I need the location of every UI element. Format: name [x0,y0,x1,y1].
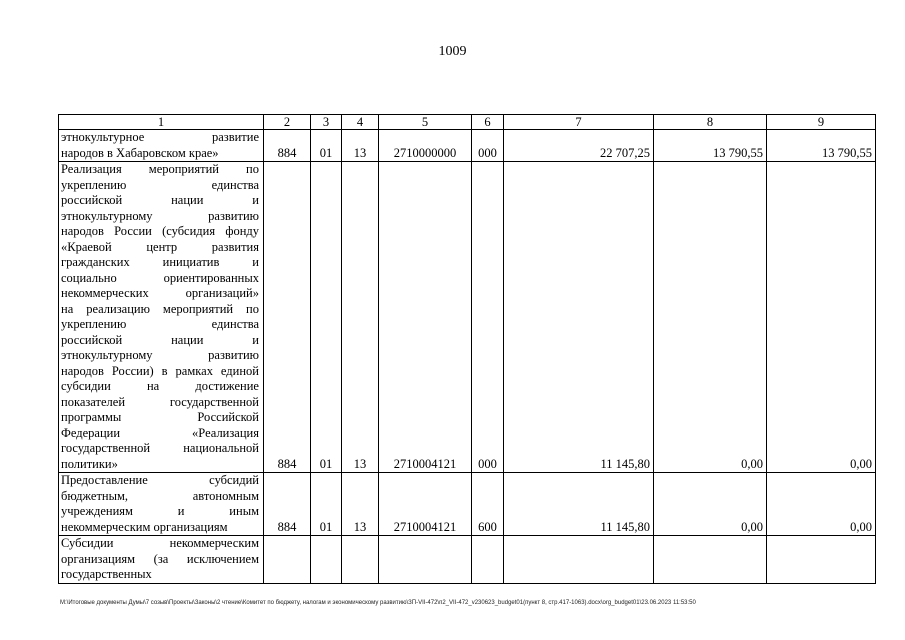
description-line: учреждениям и иным [61,504,259,518]
description-line: организациям (за исключением [61,551,259,566]
description-line: политики» [61,456,118,471]
code-admin [264,536,311,584]
description-line: этнокультурному развитию [61,348,259,362]
description-line: укреплению единства [61,177,259,192]
column-header: 1 [59,115,264,130]
column-header: 9 [767,115,876,130]
document-footer-path: M:\Итоговые документы Думы\7 созыв\Проекты\Законы\2 чтение\Комитет по бюджету, налогам и экономическому развитию\ЗП-VII-472\п2_VII-472_v230623_budget01(пункт 8, стр.417-1063).docx\org_budget01\23.06.2023 11:53:50 [60,600,696,606]
code-expense-type: 600 [472,473,504,536]
amount-col8 [654,536,767,584]
description-line: бюджетным, автономным [61,488,259,503]
table-row [59,162,876,473]
description-line: Федерации «Реализация [61,425,259,440]
description-line: субсидии на достижение [61,379,259,393]
row-description [59,162,264,473]
row-description [59,130,264,162]
code-admin: 884 [264,162,311,473]
row-description [59,536,264,584]
amount-col7 [504,536,654,584]
table-header-row [59,115,876,130]
code-subsection: 13 [342,130,379,162]
description-line: Субсидии некоммерческим [61,536,259,550]
table-row [59,473,876,536]
amount-col8: 13 790,55 [654,130,767,162]
code-expense-type: 000 [472,130,504,162]
code-admin: 884 [264,130,311,162]
column-header: 3 [311,115,342,130]
code-subsection: 13 [342,473,379,536]
description-line: показателей государственной [61,394,259,409]
description-line: Предоставление субсидий [61,473,259,487]
code-target-article: 2710004121 [379,162,472,473]
description-line: «Краевой центр развития [61,239,259,254]
code-target-article [379,536,472,584]
code-subsection: 13 [342,162,379,473]
code-section: 01 [311,162,342,473]
description-line: народов России (субсидия фонду [61,224,259,238]
code-target-article: 2710000000 [379,130,472,162]
description-line: государственных [61,567,152,581]
budget-table [58,114,876,584]
description-line: на реализацию мероприятий по [61,301,259,316]
code-expense-type: 000 [472,162,504,473]
description-line: программы Российской [61,410,259,424]
description-line: государственной национальной [61,441,259,455]
amount-col9: 0,00 [767,473,876,536]
description-line: народов России) в рамках единой [61,363,259,378]
column-header: 5 [379,115,472,130]
code-subsection [342,536,379,584]
description-line: некоммерческих организаций» [61,286,259,300]
row-description [59,473,264,536]
code-expense-type [472,536,504,584]
amount-col7: 11 145,80 [504,473,654,536]
amount-col8: 0,00 [654,162,767,473]
description-line: гражданских инициатив и [61,255,259,269]
page-number: 1009 [438,44,467,59]
description-line: некоммерческим организациям [61,519,228,534]
column-header: 7 [504,115,654,130]
amount-col9: 0,00 [767,162,876,473]
description-line: укреплению единства [61,317,259,331]
amount-col7: 11 145,80 [504,162,654,473]
code-section: 01 [311,473,342,536]
column-header: 4 [342,115,379,130]
description-line: этнокультурное развитие [61,130,259,144]
code-section: 01 [311,130,342,162]
amount-col8: 0,00 [654,473,767,536]
column-header: 6 [472,115,504,130]
column-header: 8 [654,115,767,130]
code-target-article: 2710004121 [379,473,472,536]
code-section [311,536,342,584]
amount-col9: 13 790,55 [767,130,876,162]
code-admin: 884 [264,473,311,536]
description-line: российской нации и [61,193,259,207]
table-row [59,130,876,162]
amount-col9 [767,536,876,584]
amount-col7: 22 707,25 [504,130,654,162]
description-line: социально ориентированных [61,270,259,285]
table-row [59,536,876,584]
description-line: Реализация мероприятий по [61,162,259,176]
description-line: этнокультурному развитию [61,208,259,223]
column-header: 2 [264,115,311,130]
description-line: российской нации и [61,332,259,347]
description-line: народов в Хабаровском крае» [61,145,219,160]
